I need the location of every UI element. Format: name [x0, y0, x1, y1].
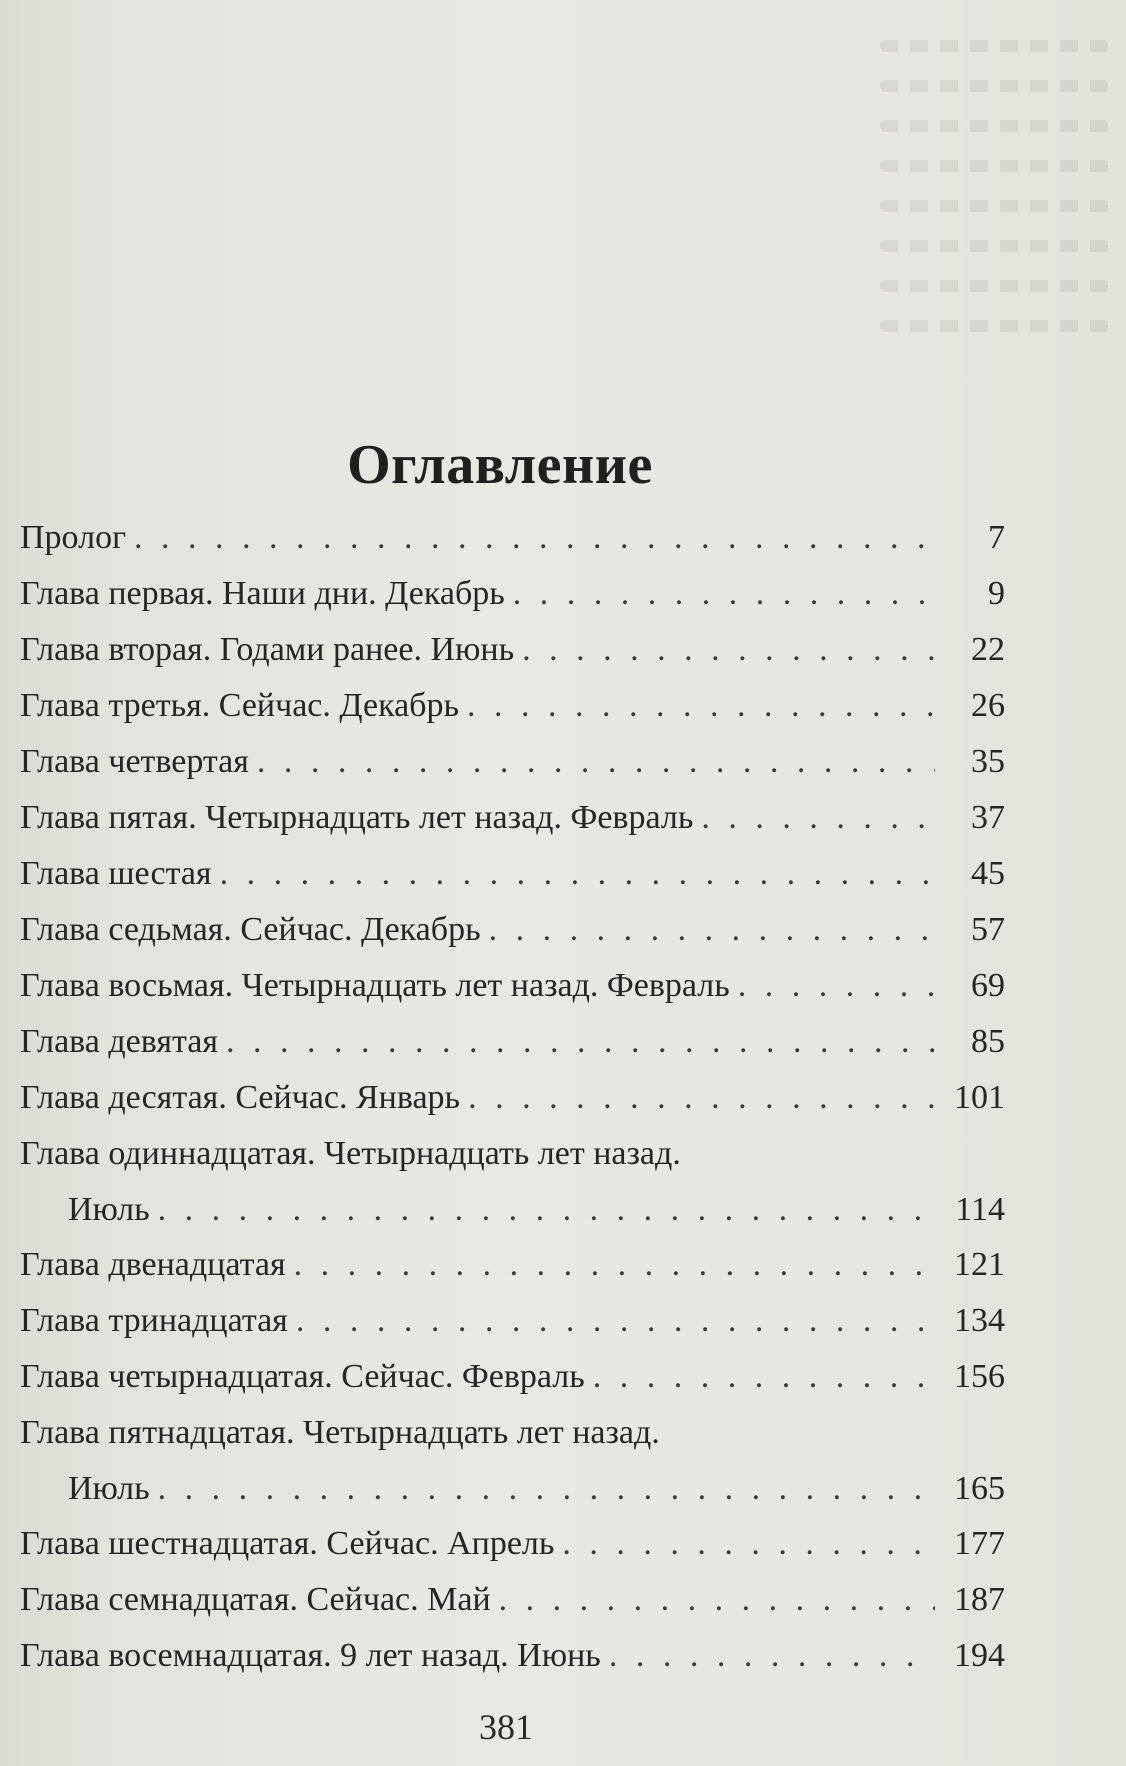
- toc-entry-title: Глава восьмая. Четырнадцать лет назад. Февраль: [20, 967, 730, 1004]
- toc-entry: [20, 1628, 1005, 1684]
- toc-entry: [20, 902, 1005, 958]
- toc-entry-title: Пролог: [20, 519, 127, 556]
- toc-entry-page: 194: [954, 1637, 1005, 1674]
- table-of-contents: [20, 510, 1005, 1684]
- toc-entry-page: 85: [971, 1023, 1005, 1060]
- toc-entry: [20, 1126, 1005, 1237]
- toc-entry: [20, 1014, 1005, 1070]
- toc-entry-page: 69: [971, 967, 1005, 1004]
- dot-leader: [257, 734, 935, 790]
- dot-leader: [593, 1349, 935, 1405]
- toc-entry: [20, 1349, 1005, 1405]
- toc-entry-title: Глава четвертая: [20, 743, 249, 780]
- toc-entry-title: Глава восемнадцатая. 9 лет назад. Июнь: [20, 1637, 601, 1674]
- toc-entry-page: 57: [971, 911, 1005, 948]
- toc-entry-page: 26: [971, 687, 1005, 724]
- toc-entry-page: 134: [954, 1302, 1005, 1339]
- toc-entry: [20, 1405, 1005, 1516]
- toc-entry-page: 101: [954, 1079, 1005, 1116]
- toc-entry-title-continuation: Июль: [68, 1191, 150, 1228]
- toc-entry-page: 9: [988, 575, 1005, 612]
- toc-entry-title: Глава третья. Сейчас. Декабрь: [20, 687, 459, 724]
- dot-leader: [499, 1572, 935, 1628]
- page-title: Оглавление: [347, 433, 653, 496]
- toc-entry-title-continuation: Июль: [68, 1470, 150, 1507]
- dot-leader: [562, 1516, 935, 1572]
- dot-leader: [738, 958, 935, 1014]
- toc-entry: [20, 734, 1005, 790]
- toc-entry-page: 35: [971, 743, 1005, 780]
- dot-leader: [294, 1237, 935, 1293]
- show-through-text: [880, 40, 1110, 440]
- dot-leader: [522, 622, 935, 678]
- toc-entry-title: Глава двенадцатая: [20, 1246, 286, 1283]
- toc-entry-page: 177: [954, 1525, 1005, 1562]
- toc-entry-title: Глава вторая. Годами ранее. Июнь: [20, 631, 515, 668]
- dot-leader: [468, 1070, 935, 1126]
- toc-entry-title: Глава тринадцатая: [20, 1302, 288, 1339]
- toc-entry-page: 165: [954, 1470, 1005, 1507]
- toc-entry-page: 114: [955, 1191, 1005, 1228]
- dot-leader: [513, 566, 935, 622]
- toc-entry: [20, 846, 1005, 902]
- dot-leader: [220, 846, 935, 902]
- dot-leader: [296, 1293, 935, 1349]
- toc-entry: [20, 622, 1005, 678]
- toc-entry-page: 156: [954, 1358, 1005, 1395]
- toc-entry-title: Глава семнадцатая. Сейчас. Май: [20, 1581, 491, 1618]
- toc-entry: [20, 1516, 1005, 1572]
- toc-entry-title: Глава пятая. Четырнадцать лет назад. Февраль: [20, 799, 694, 836]
- toc-entry-title: Глава шестнадцатая. Сейчас. Апрель: [20, 1525, 555, 1562]
- toc-entry: [20, 1070, 1005, 1126]
- toc-entry: [20, 1293, 1005, 1349]
- toc-entry-page: 37: [971, 799, 1005, 836]
- toc-entry: [20, 958, 1005, 1014]
- dot-leader: [701, 790, 935, 846]
- toc-entry-page: 187: [954, 1581, 1005, 1618]
- dot-leader: [609, 1628, 935, 1684]
- toc-entry-title: Глава одиннадцатая. Четырнадцать лет назад.: [20, 1135, 681, 1172]
- toc-entry: [20, 566, 1005, 622]
- dot-leader: [158, 1182, 935, 1238]
- dot-leader: [226, 1014, 935, 1070]
- toc-entry: [20, 1572, 1005, 1628]
- toc-entry: [20, 1237, 1005, 1293]
- toc-entry-page: 45: [971, 855, 1005, 892]
- dot-leader: [134, 510, 935, 566]
- toc-entry-title: Глава седьмая. Сейчас. Декабрь: [20, 911, 481, 948]
- toc-entry-title: Глава четырнадцатая. Сейчас. Февраль: [20, 1358, 585, 1395]
- toc-entry-title: Глава шестая: [20, 855, 212, 892]
- dot-leader: [158, 1461, 935, 1517]
- toc-entry: [20, 790, 1005, 846]
- dot-leader: [467, 678, 935, 734]
- toc-entry-title: Глава девятая: [20, 1023, 218, 1060]
- toc-entry: [20, 510, 1005, 566]
- toc-entry-title: Глава пятнадцатая. Четырнадцать лет назад.: [20, 1414, 660, 1451]
- toc-entry-page: 121: [954, 1246, 1005, 1283]
- toc-entry-page: 22: [971, 631, 1005, 668]
- toc-entry-title: Глава первая. Наши дни. Декабрь: [20, 575, 505, 612]
- toc-entry: [20, 678, 1005, 734]
- page-number: 381: [479, 1707, 533, 1747]
- toc-entry-title: Глава десятая. Сейчас. Январь: [20, 1079, 461, 1116]
- dot-leader: [489, 902, 935, 958]
- toc-entry-page: 7: [988, 519, 1005, 556]
